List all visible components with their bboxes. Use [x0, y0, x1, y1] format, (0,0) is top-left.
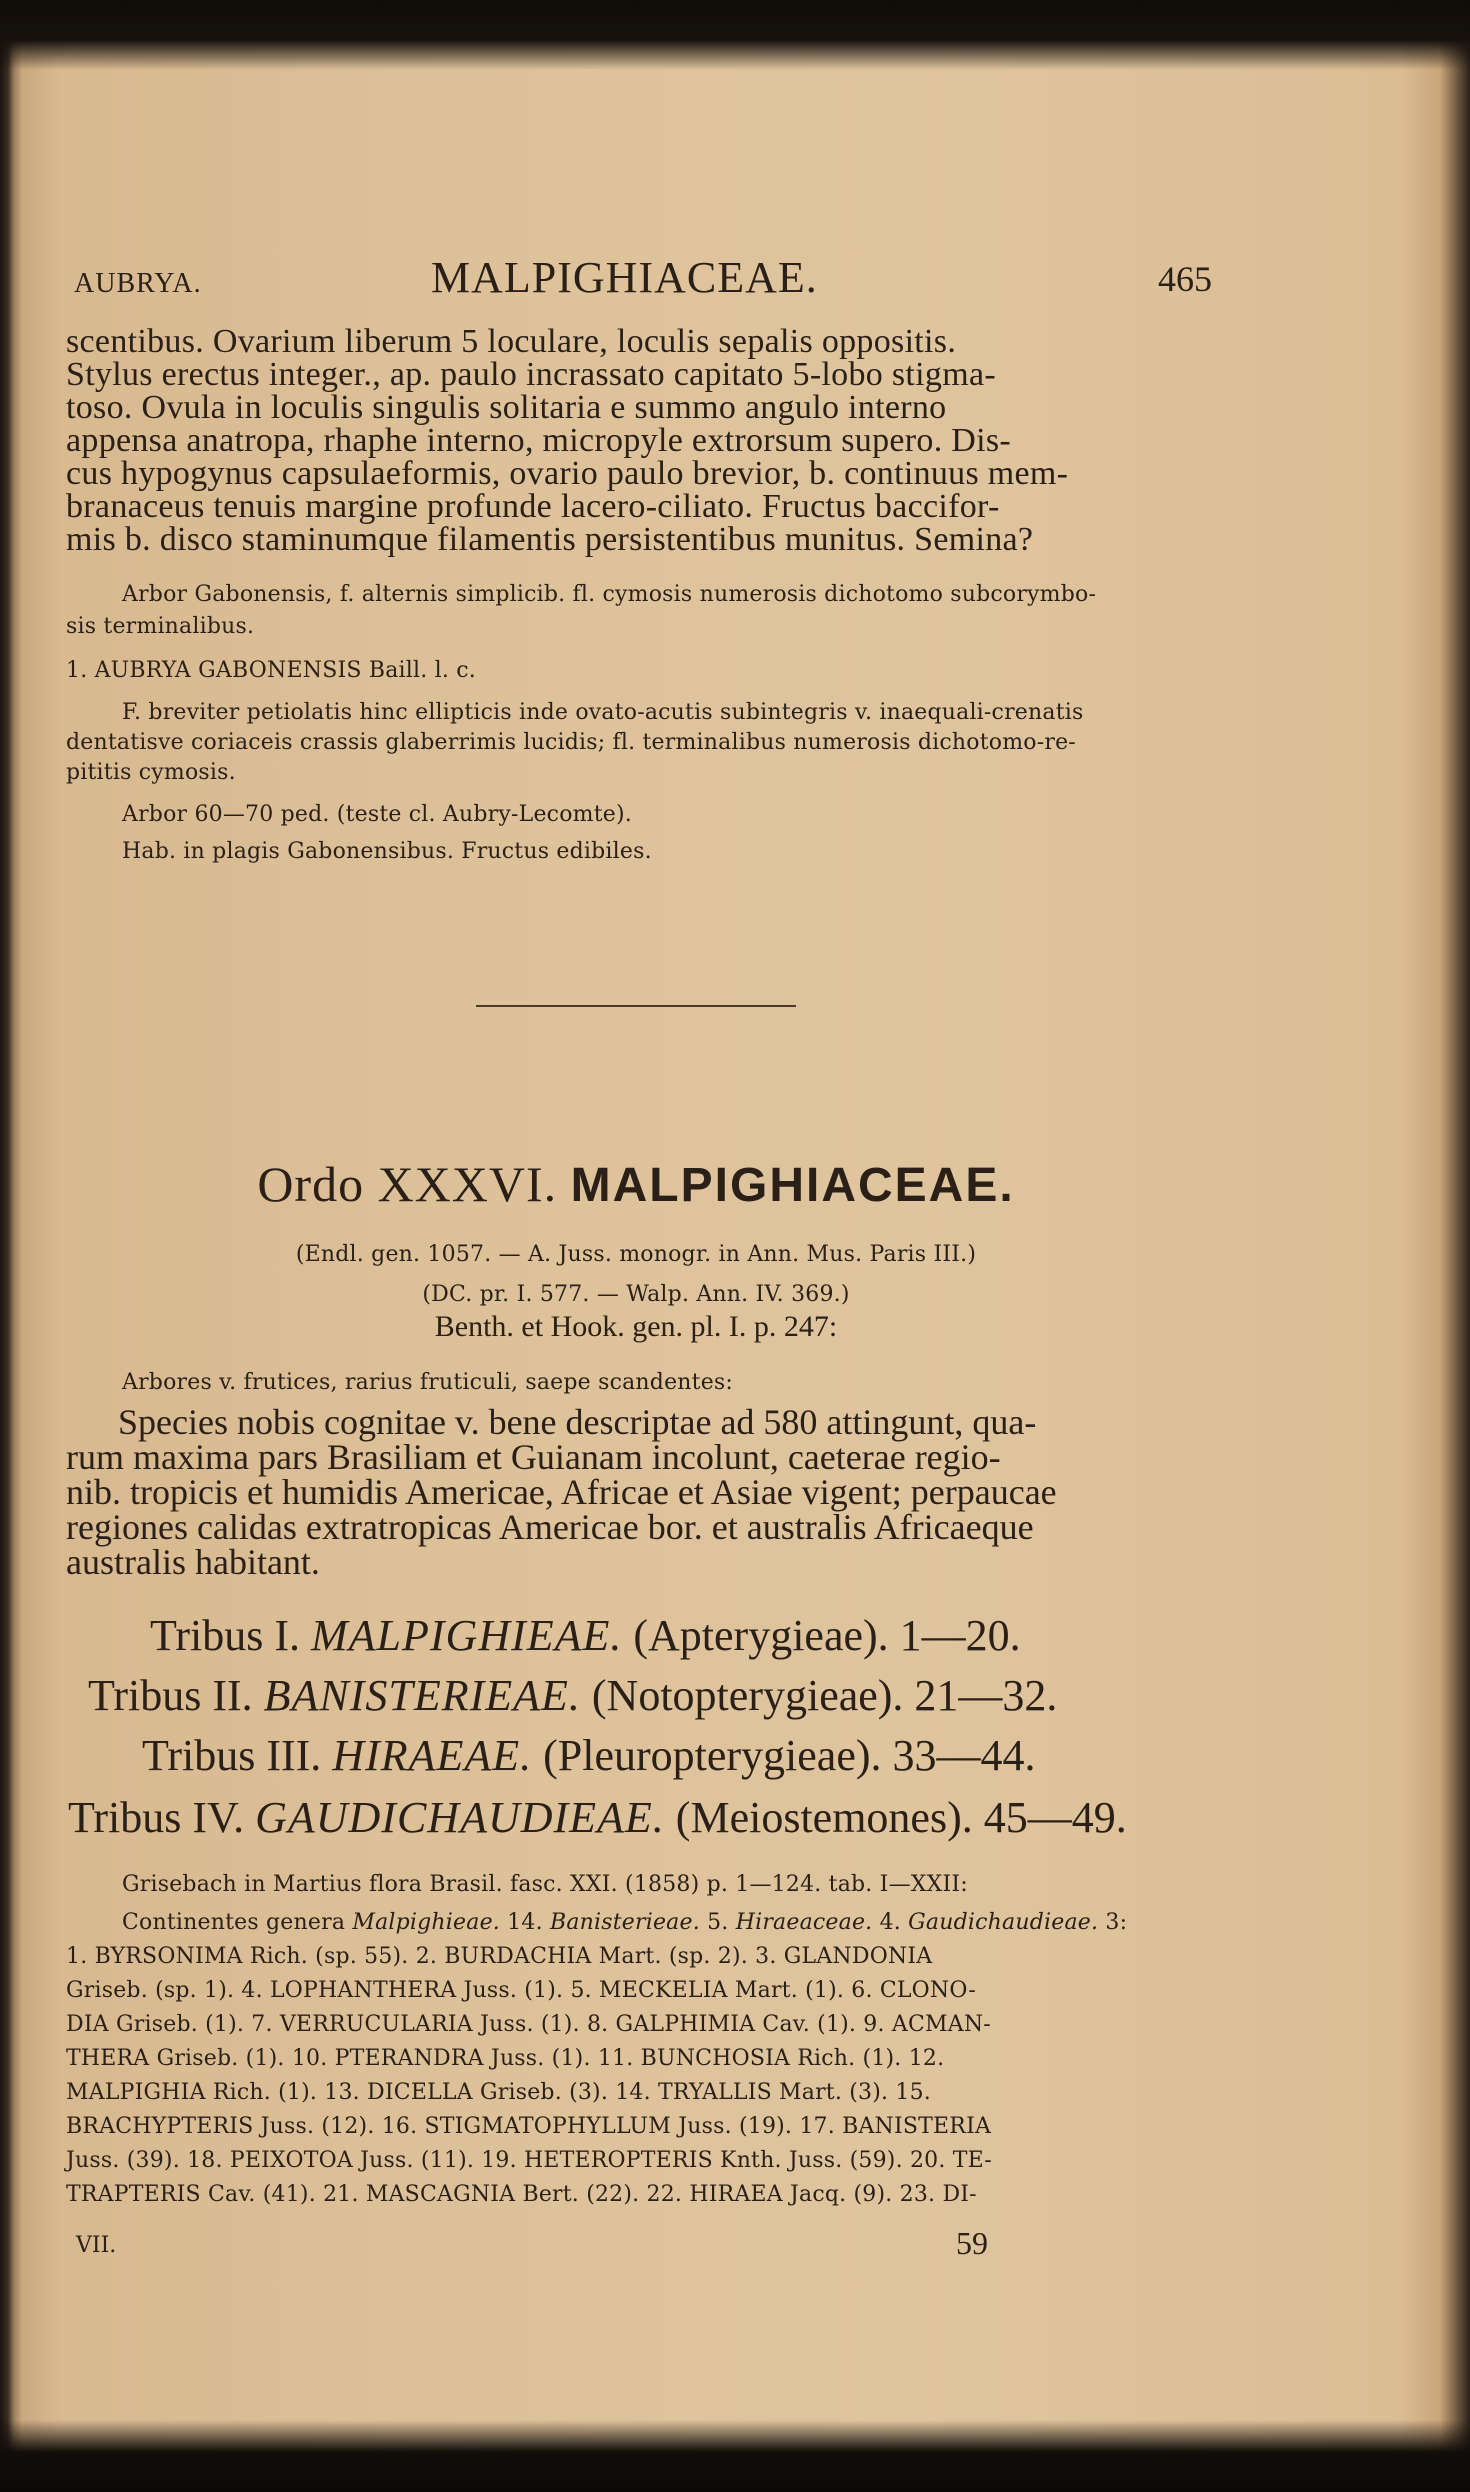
tribus-name: BANISTERIEAE.: [263, 1671, 581, 1720]
reference-line: Benth. et Hook. gen. pl. I. p. 247:: [434, 1310, 838, 1343]
species-count-line: australis habitant.: [66, 1542, 320, 1582]
running-head-genus: AUBRYA.: [74, 268, 202, 299]
scan-top-edge: [0, 0, 1470, 70]
genera-line: TRAPTERIS Cav. (41). 21. MASCAGNIA Bert. (22). 22. HIRAEA Jacq. (9). 23. DI-: [66, 2182, 977, 2207]
tribus-range: (Apterygieae). 1—20.: [633, 1611, 1021, 1660]
order-title: [66, 1155, 1206, 1213]
species-count-line: rum maxima pars Brasiliam et Guianam incolunt, caeterae regio-: [66, 1437, 1001, 1477]
running-head-family: MALPIGHIACEAE.: [431, 253, 818, 302]
species-count-line: regiones calidas extratropicas Americae bor. et australis Africaeque: [66, 1507, 1034, 1547]
genera-line: BRACHYPTERIS Juss. (12). 16. STIGMATOPHYLLUM Juss. (19). 17. BANISTERIA: [66, 2114, 992, 2139]
sheet-number: 59: [956, 2225, 988, 2261]
species-desc-line: F. breviter petiolatis hinc ellipticis inde ovato-acutis subintegris v. inaequali-crenatis: [122, 700, 1084, 725]
tribus-label: Tribus III.: [142, 1731, 322, 1780]
genera-line: MALPIGHIA Rich. (1). 13. DICELLA Griseb. (3). 14. TRYALLIS Mart. (3). 15.: [66, 2080, 931, 2105]
tribus-label: Tribus IV.: [68, 1793, 245, 1842]
book-page: [66, 240, 1212, 2410]
body-line: scentibus. Ovarium liberum 5 loculare, loculis sepalis oppositis.: [66, 323, 957, 360]
arbor-line: Arbor Gabonensis, f. alternis simplicib. fl. cymosis numerosis dichotomo subcorymbo-: [122, 582, 1097, 607]
reference-line: (Endl. gen. 1057. — A. Juss. monogr. in Ann. Mus. Paris III.): [295, 1242, 977, 1267]
section-divider: [476, 1005, 796, 1007]
tribus-line: [88, 1670, 1228, 1721]
order-number: Ordo XXXVI.: [257, 1156, 558, 1212]
tribus-name: GAUDICHAUDIEAE.: [255, 1793, 665, 1842]
body-line: cus hypogynus capsulaeformis, ovario paulo brevior, b. continuus mem-: [66, 455, 1069, 492]
body-line: mis b. disco staminumque filamentis persistentibus munitus. Semina?: [66, 521, 1034, 558]
tribus-line: [150, 1610, 1290, 1661]
species-note: Hab. in plagis Gabonensibus. Fructus edibiles.: [122, 839, 652, 864]
arbor-line: sis terminalibus.: [66, 614, 255, 639]
reference-line: (DC. pr. I. 577. — Walp. Ann. IV. 369.): [422, 1282, 850, 1307]
tribus-name: HIRAEAE.: [332, 1731, 533, 1780]
habit-line: Arbores v. frutices, rarius fruticuli, saepe scandentes:: [122, 1370, 734, 1395]
tribus-name: MALPIGHIEAE.: [310, 1611, 623, 1660]
signature-mark: VII.: [76, 2233, 117, 2258]
species-count-line: nib. tropicis et humidis Americae, Africae et Asiae vigent; perpaucae: [66, 1472, 1057, 1512]
genera-intro: Continentes genera Malpighieae. 14. Banisterieae. 5. Hiraeaceae. 4. Gaudichaudieae. 3:: [122, 1910, 1128, 1935]
page-number: 465: [1158, 259, 1212, 299]
tribus-line: [142, 1730, 1282, 1781]
genera-line: Griseb. (sp. 1). 4. LOPHANTHERA Juss. (1). 5. MECKELIA Mart. (1). 6. CLONO-: [66, 1978, 977, 2003]
tribus-range: (Meiostemones). 45—49.: [675, 1793, 1127, 1842]
body-line: Stylus erectus integer., ap. paulo incrassato capitato 5-lobo stigma-: [66, 356, 996, 393]
running-head: [66, 252, 1212, 302]
species-note: Arbor 60—70 ped. (teste cl. Aubry-Lecomte).: [122, 802, 632, 827]
body-line: appensa anatropa, rhaphe interno, micropyle extrorsum supero. Dis-: [66, 422, 1012, 459]
tribus-range: (Notopterygieae). 21—32.: [591, 1671, 1058, 1720]
species-desc-line: dentatisve coriaceis crassis glaberrimis lucidis; fl. terminalibus numerosis dichotomo-re-: [66, 730, 1076, 755]
body-line: toso. Ovula in loculis singulis solitaria e summo angulo interno: [66, 389, 947, 426]
species-desc-line: pititis cymosis.: [66, 760, 236, 785]
tribus-range: (Pleuropterygieae). 33—44.: [543, 1731, 1036, 1780]
tribus-label: Tribus I.: [150, 1611, 300, 1660]
grisebach-reference: Grisebach in Martius flora Brasil. fasc. XXI. (1858) p. 1—124. tab. I—XXII:: [122, 1872, 968, 1897]
order-name: MALPIGHIACEAE.: [570, 1159, 1015, 1212]
tribus-line: [68, 1792, 1208, 1843]
genera-line: Juss. (39). 18. PEIXOTOA Juss. (11). 19. HETEROPTERIS Knth. Juss. (59). 20. TE-: [66, 2148, 992, 2173]
species-count-line: Species nobis cognitae v. bene descriptae ad 580 attingunt, qua-: [118, 1402, 1037, 1442]
tribus-label: Tribus II.: [88, 1671, 253, 1720]
genera-line: THERA Griseb. (1). 10. PTERANDRA Juss. (1). 11. BUNCHOSIA Rich. (1). 12.: [66, 2046, 945, 2071]
scan-bottom-edge: [0, 2420, 1470, 2492]
genera-line: DIA Griseb. (1). 7. VERRUCULARIA Juss. (1). 8. GALPHIMIA Cav. (1). 9. ACMAN-: [66, 2012, 991, 2037]
body-line: branaceus tenuis margine profunde lacero-ciliato. Fructus baccifor-: [66, 488, 1000, 525]
genera-line: 1. BYRSONIMA Rich. (sp. 55). 2. BURDACHIA Mart. (sp. 2). 3. GLANDONIA: [66, 1944, 933, 1969]
species-heading: 1. AUBRYA GABONENSIS Baill. l. c.: [66, 658, 476, 683]
